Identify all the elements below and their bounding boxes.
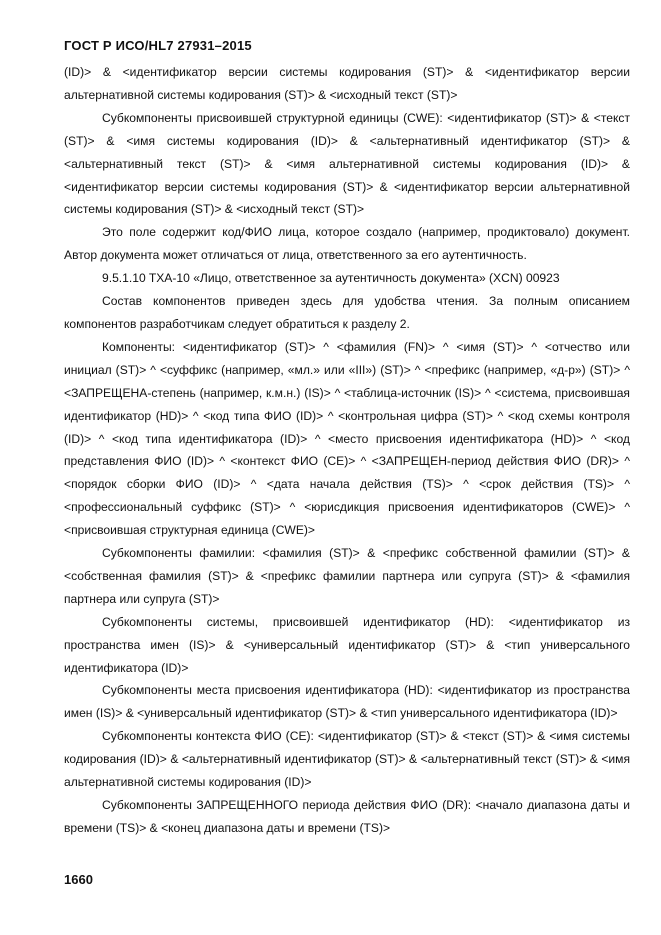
paragraph-assigning-place-subcomponents: Субкомпоненты места присвоения идентификатора (HD): <идентификатор из пространства имен (IS)> & <универсальный идентификатор (ST)> & <тип универсального идентификатора (ID)> [64,683,630,721]
document-body [64,61,630,840]
paragraph-author-description: Это поле содержит код/ФИО лица, которое создало (например, продиктовало) документ. Автор документа может отличаться от лица, ответственного за его аутентичность. [64,225,630,263]
paragraph-name-context-subcomponents: Субкомпоненты контекста ФИО (CE): <идентификатор (ST)> & <текст (ST)> & <имя системы кодирования (ID)> & <альтернативный идентификатор (ST)> & <альтернативный текст (ST)> & <имя альтернативной системы кодирования (ID)> [64,729,630,790]
paragraph-validity-period-subcomponents: Субкомпоненты ЗАПРЕЩЕННОГО периода действия ФИО (DR): <начало диапазона даты и времени (TS)> & <конец диапазона даты и времени (TS)> [64,798,630,835]
paragraph-composition-note: Состав компонентов приведен здесь для удобства чтения. За полным описанием компонентов разработчикам следует обратиться к разделу 2. [64,294,630,331]
page-header: ГОСТ Р ИСО/HL7 27931–2015 [64,38,252,53]
page-number: 1660 [64,872,93,887]
paragraph-assigning-system-subcomponents: Субкомпоненты системы, присвоившей идентификатор (HD): <идентификатор из пространства имен (IS)> & <универсальный идентификатор (ST)> & <тип универсального идентификатора (ID)> [64,614,630,675]
section-heading: 9.5.1.10 TXA-10 «Лицо, ответственное за аутентичность документа» (XCN) 00923 [102,271,560,286]
paragraph-components: Компоненты: <идентификатор (ST)> ^ <фамилия (FN)> ^ <имя (ST)> ^ <отчество или инициал (ST)> ^ <суффикс (например, «мл.» или «III») (ST)> ^ <префикс (например, «д-р») (ST)> ^ <ЗАПРЕЩЕНА-степень (например, к.м.н.) (IS)> ^ <таблица-источник (IS)> ^ <система, присвоившая идентификатор (HD)> ^ <код типа ФИО (ID)> ^ <контрольная цифра (ST)> ^ <код схемы контроля (ID)> ^ <код типа идентификатора (ID)> ^ <место присвоения идентификатора (HD)> ^ <код представления ФИО (ID)> ^ <контекст ФИО (CE)> ^ <ЗАПРЕЩЕН-период действия ФИО (DR)> ^ <порядок сборки ФИО (ID)> ^ <дата начала действия (TS)> ^ <срок действия (TS)> ^ <профессиональный суффикс (ST)> ^ <юрисдикция присвоения идентификаторов (CWE)> ^ <присвоившая структурная единица (CWE)> [64,339,630,538]
paragraph-continuation: (ID)> & <идентификатор версии системы кодирования (ST)> & <идентификатор версии альтернативной системы кодирования (ST)> & <исходный текст (ST)> [64,65,630,102]
paragraph-surname-subcomponents: Субкомпоненты фамилии: <фамилия (ST)> & <префикс собственной фамилии (ST)> & <собственная фамилия (ST)> & <префикс фамилии партнера или супруга (ST)> & <фамилия партнера или супруга (ST)> [64,546,630,606]
paragraph-assigning-unit-subcomponents: Субкомпоненты присвоившей структурной единицы (CWE): <идентификатор (ST)> & <текст (ST)> & <имя системы кодирования (ID)> & <альтернативный идентификатор (ST)> & <альтернативный текст (ST)> & <имя альтернативной системы кодирования (ID)> & <идентификатор версии системы кодирования (ST)> & <идентификатор версии альтернативной системы кодирования (ST)> & <исходный текст (ST)> [64,110,630,217]
